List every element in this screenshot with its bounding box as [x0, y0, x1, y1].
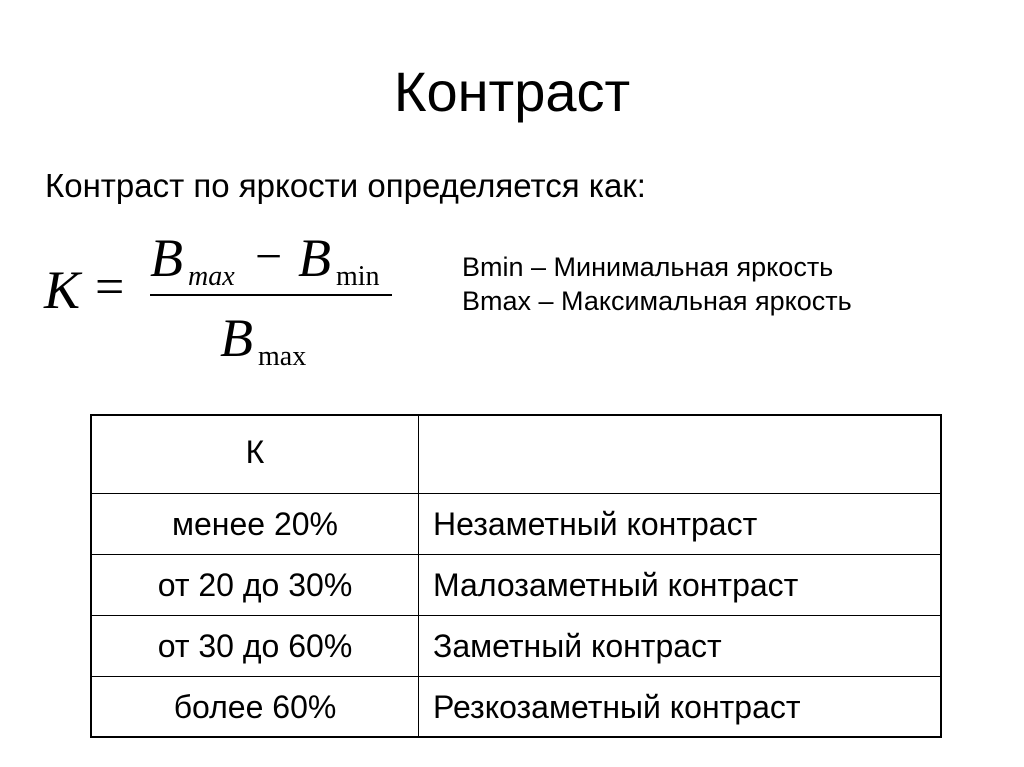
formula-numerator-sub-max: max — [188, 261, 235, 292]
table-row — [92, 676, 940, 737]
contrast-formula — [0, 0, 460, 400]
formula-k: K — [44, 260, 81, 320]
table-cell-description: Незаметный контраст — [433, 505, 758, 542]
table-row — [92, 554, 940, 615]
table-cell-range: более 60% — [92, 677, 419, 737]
formula-minus: − — [255, 230, 283, 283]
legend-bmax: Bmax – Максимальная яркость — [462, 286, 852, 316]
formula-denominator-sub-max: max — [258, 341, 307, 372]
legend-bmin: Bmin – Минимальная яркость — [462, 252, 834, 282]
table-row — [92, 615, 940, 676]
formula-denominator-b: B — [220, 308, 253, 368]
table-header-empty — [419, 416, 940, 493]
formula-numerator-b-max: B — [150, 228, 183, 288]
formula-fraction-bar — [150, 294, 392, 296]
table-cell-range: от 20 до 30% — [92, 555, 419, 615]
table-header-row — [92, 416, 940, 493]
intro-text: Контраст по яркости определяется как: — [45, 167, 646, 204]
formula-numerator-b-min: B — [298, 228, 331, 288]
table-cell-description: Заметный контраст — [433, 627, 722, 664]
table-header-k: К — [92, 416, 419, 493]
table-row — [92, 493, 940, 554]
table-cell-description: Малозаметный контраст — [433, 566, 799, 603]
table-cell-range: менее 20% — [92, 494, 419, 554]
table-cell-range: от 30 до 60% — [92, 616, 419, 676]
contrast-table — [90, 414, 942, 738]
formula-numerator-sub-min: min — [336, 261, 380, 292]
formula-equals: = — [95, 259, 125, 316]
formula-legend — [462, 250, 852, 318]
slide-title: Контраст — [393, 60, 631, 123]
table-cell-description: Резкозаметный контраст — [433, 688, 801, 725]
